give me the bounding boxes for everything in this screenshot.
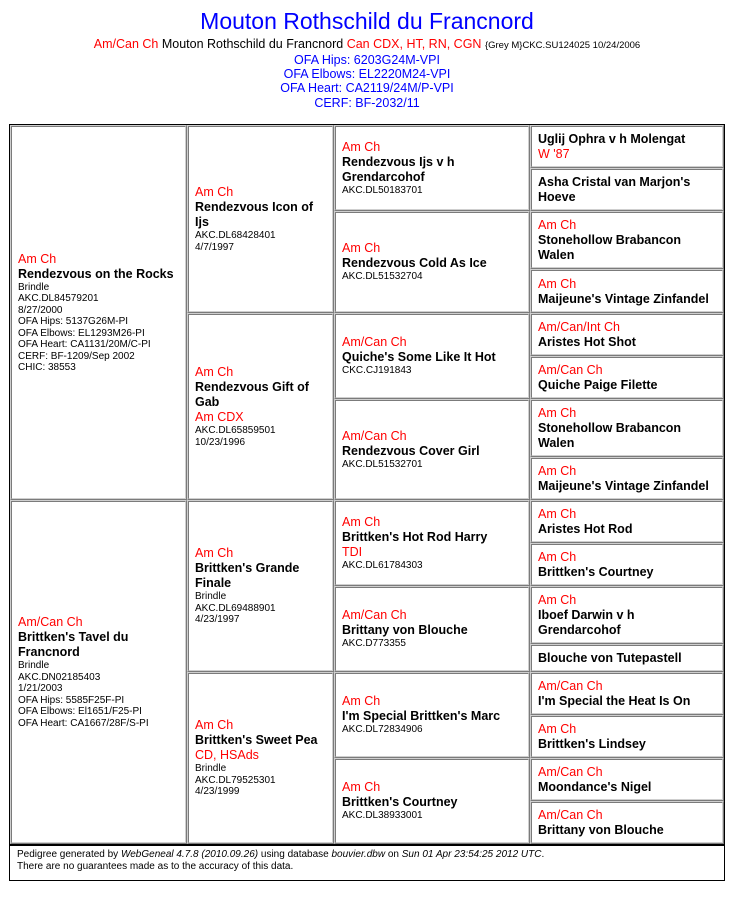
- dog-name: Blouche von Tutepastell: [538, 651, 682, 665]
- dog-title: Am Ch: [538, 507, 577, 521]
- health-line: OFA Elbows: EL2220M24-VPI: [283, 67, 451, 82]
- dog-name: Brittken's Courtney: [342, 795, 458, 810]
- dog-detail: AKC.DL72834906: [342, 724, 423, 736]
- pedigree-cell-g4: [530, 758, 724, 801]
- dog-name: I'm Special the Heat Is On: [538, 694, 691, 708]
- dog-title: Am Ch: [538, 406, 577, 420]
- pedigree-cell-sds: [334, 313, 530, 399]
- pedigree-cell-g4: [530, 801, 724, 844]
- dog-name: Mouton Rothschild du Francnord: [161, 37, 344, 51]
- dog-title: Am/Can Ch: [538, 363, 603, 377]
- pedigree-cell-g4: [530, 672, 724, 715]
- pedigree-cell-g4: [530, 211, 724, 269]
- dog-detail: AKC.DN02185403: [18, 671, 101, 683]
- generated-note: [17, 849, 717, 861]
- dog-detail: AKC.DL79525301: [195, 774, 276, 786]
- pedigree-cell-g4: [530, 644, 724, 672]
- pedigree-cell-dam: [10, 500, 187, 844]
- database-name: bouvier.dbw: [331, 849, 386, 860]
- pedigree-cell-ds: [187, 500, 334, 672]
- dog-name: Rendezvous Cold As Ice: [342, 256, 487, 271]
- dog-detail: AKC.DL68428401: [195, 230, 276, 241]
- dog-title: Am/Can Ch: [538, 765, 603, 779]
- dog-name: Uglij Ophra v h Molengat: [538, 132, 686, 146]
- dog-subtitle: [0, 37, 734, 53]
- dog-title: Am Ch: [538, 593, 577, 607]
- dog-detail: OFA Elbows: El1651/F25-PI: [18, 706, 142, 717]
- pedigree-cell-ss: [187, 125, 334, 313]
- footer-text: on: [385, 849, 402, 860]
- dog-detail: AKC.DL50183701: [342, 184, 423, 196]
- dog-title: Am Ch: [342, 780, 381, 795]
- dog-detail: AKC.D773355: [342, 638, 406, 650]
- dog-title: Am Ch: [18, 251, 57, 266]
- dog-titles: Am/Can Ch: [93, 37, 159, 51]
- disclaimer: There are no guarantees made as to the accuracy of this data.: [17, 861, 294, 872]
- dog-detail: Brindle: [195, 763, 227, 775]
- footer-note: [9, 845, 725, 881]
- pedigree-cell-g4: [530, 586, 724, 644]
- dog-title: Am/Can Ch: [538, 679, 603, 693]
- dog-name: Aristes Hot Shot: [538, 335, 636, 349]
- dog-title: Am Ch: [538, 550, 577, 564]
- dog-title: Am Ch: [538, 722, 577, 736]
- pedigree-cell-g4: [530, 125, 724, 168]
- dog-detail: AKC.DL61784303: [342, 559, 423, 571]
- page-title: Mouton Rothschild du Francnord: [200, 8, 534, 34]
- dog-color: {Grey M}: [484, 40, 523, 51]
- pedigree-cell-dss: [334, 500, 530, 586]
- dog-detail: AKC.DL84579201: [18, 293, 99, 304]
- dog-detail: AKC.DL65859501: [195, 425, 276, 436]
- dog-detail: AKC.DL38933001: [342, 810, 423, 822]
- dog-title: Am Ch: [195, 546, 234, 561]
- dog-name: Quiche Paige Filette: [538, 378, 658, 392]
- pedigree-cell-g4: [530, 356, 724, 399]
- pedigree-cell-g4: [530, 168, 724, 211]
- dog-detail: CERF: BF-1209/Sep 2002: [18, 350, 135, 362]
- dog-title: Am/Can/Int Ch: [538, 320, 620, 334]
- dog-detail: OFA Hips: 5137G26M-PI: [18, 316, 129, 327]
- pedigree-cell-g4: [530, 313, 724, 356]
- dog-detail: Brindle: [195, 591, 227, 603]
- dog-detail: Brindle: [18, 281, 50, 293]
- footer-text: using database: [258, 849, 332, 860]
- dog-name: Maijeune's Vintage Zinfandel: [538, 291, 709, 306]
- dog-name: Brittken's Hot Rod Harry: [342, 529, 488, 544]
- dog-title: Am Ch: [195, 185, 234, 199]
- dog-title: Am/Can Ch: [342, 428, 407, 443]
- dog-title: Am Ch: [195, 718, 234, 733]
- dog-detail: AKC.DL69488901: [195, 602, 276, 614]
- dog-name: Brittken's Grande Finale: [195, 561, 300, 591]
- dog-title: Am/Can Ch: [538, 808, 603, 822]
- dog-name: Brittken's Sweet Pea: [195, 733, 318, 748]
- dog-name: Stonehollow Brabancon Walen: [538, 421, 682, 450]
- dog-detail: AKC.DL51532701: [342, 458, 423, 470]
- pedigree-cell-g4: [530, 543, 724, 586]
- dog-name: Brittken's Lindsey: [538, 737, 646, 751]
- dog-name: Brittken's Tavel du Francnord: [18, 630, 129, 659]
- dog-title: Am Ch: [538, 464, 577, 478]
- pedigree-cell-dds: [334, 672, 530, 758]
- dog-title: Am Ch: [342, 139, 381, 154]
- dog-name: Rendezvous on the Rocks: [18, 266, 174, 281]
- dog-suffix: Can CDX, HT, RN, CGN: [346, 37, 482, 51]
- dog-detail: OFA Hips: 5585F25F-PI: [18, 694, 125, 706]
- pedigree-cell-g4: [530, 715, 724, 758]
- health-line: OFA Heart: CA2119/24M/P-VPI: [280, 81, 454, 96]
- dog-title: Am Ch: [342, 241, 381, 256]
- dog-title: Am Ch: [195, 365, 234, 379]
- dog-suffix: Am CDX: [195, 410, 244, 424]
- pedigree-table: [9, 124, 725, 845]
- dog-name: Maijeune's Vintage Zinfandel: [538, 479, 709, 493]
- dog-name: Brittany von Blouche: [538, 823, 664, 837]
- dog-name: Aristes Hot Rod: [538, 522, 633, 536]
- dog-name: Asha Cristal van Marjon's Hoeve: [538, 175, 691, 204]
- dog-detail: 1/21/2003: [18, 683, 63, 694]
- dog-suffix: W '87: [538, 147, 570, 161]
- pedigree-cell-g4: [530, 457, 724, 500]
- health-line: CERF: BF-2032/11: [314, 95, 420, 110]
- dog-detail: 4/7/1997: [195, 241, 234, 253]
- pedigree-cell-g4: [530, 269, 724, 313]
- dog-title: Am/Can Ch: [342, 335, 407, 350]
- page-header: [0, 8, 734, 110]
- dog-title: Am/Can Ch: [18, 615, 83, 629]
- health-line: OFA Hips: 6203G24M-VPI: [294, 53, 440, 67]
- dog-name: Iboef Darwin v h Grendarcohof: [538, 608, 635, 637]
- dog-name: Brittken's Courtney: [538, 565, 654, 579]
- dog-detail: CKC.CJ191843: [342, 365, 412, 377]
- pedigree-cell-sire: [10, 125, 187, 500]
- dog-detail: Brindle: [18, 660, 50, 671]
- pedigree-cell-g4: [530, 399, 724, 457]
- dog-name: Quiche's Some Like It Hot: [342, 350, 496, 365]
- dog-detail: 4/23/1997: [195, 614, 240, 626]
- dog-detail: 8/27/2000: [18, 304, 63, 316]
- dog-title: Am Ch: [538, 218, 577, 232]
- generated-date: Sun 01 Apr 23:54:25 2012 UTC: [401, 849, 542, 860]
- pedigree-cell-sd: [187, 313, 334, 500]
- software-name: WebGeneal 4.7.8 (2010.09.26): [120, 849, 259, 860]
- dog-title: Am/Can Ch: [342, 608, 407, 623]
- dog-detail: AKC.DL51532704: [342, 271, 423, 283]
- dog-name: Rendezvous Cover Girl: [342, 443, 480, 458]
- footer-text: Pedigree generated by: [17, 849, 121, 860]
- dog-name: Moondance's Nigel: [538, 780, 652, 794]
- dog-title: Am Ch: [538, 276, 577, 291]
- dog-detail: OFA Heart: CA1667/28F/S-PI: [18, 717, 149, 729]
- pedigree-cell-sdd: [334, 399, 530, 500]
- dog-suffix: TDI: [342, 544, 363, 559]
- dog-name: Stonehollow Brabancon Walen: [538, 233, 682, 262]
- dog-detail: 10/23/1996: [195, 436, 246, 448]
- dog-title: Am Ch: [342, 694, 381, 709]
- dog-name: Rendezvous Ijs v h Grendarcohof: [342, 154, 455, 184]
- dog-detail: OFA Heart: CA1131/20M/C-PI: [18, 339, 151, 350]
- dog-suffix: CD, HSAds: [195, 748, 259, 763]
- pedigree-cell-dsd: [334, 586, 530, 672]
- dog-name: I'm Special Brittken's Marc: [342, 709, 501, 724]
- dog-detail: CHIC: 38553: [18, 362, 76, 373]
- pedigree-cell-ddd: [334, 758, 530, 844]
- dog-detail: 4/23/1999: [195, 786, 240, 798]
- pedigree-cell-g4: [530, 500, 724, 543]
- dog-name: Rendezvous Icon of Ijs: [195, 200, 314, 229]
- pedigree-cell-dd: [187, 672, 334, 844]
- dog-registration: CKC.SU124025 10/24/2006: [522, 40, 641, 51]
- dog-name: Brittany von Blouche: [342, 623, 468, 638]
- footer-text: .: [541, 849, 545, 860]
- pedigree-cell-ssd: [334, 211, 530, 313]
- dog-name: Rendezvous Gift of Gab: [195, 380, 309, 409]
- pedigree-cell-sss: [334, 125, 530, 211]
- dog-detail: OFA Elbows: EL1293M26-PI: [18, 327, 145, 339]
- dog-title: Am Ch: [342, 514, 381, 529]
